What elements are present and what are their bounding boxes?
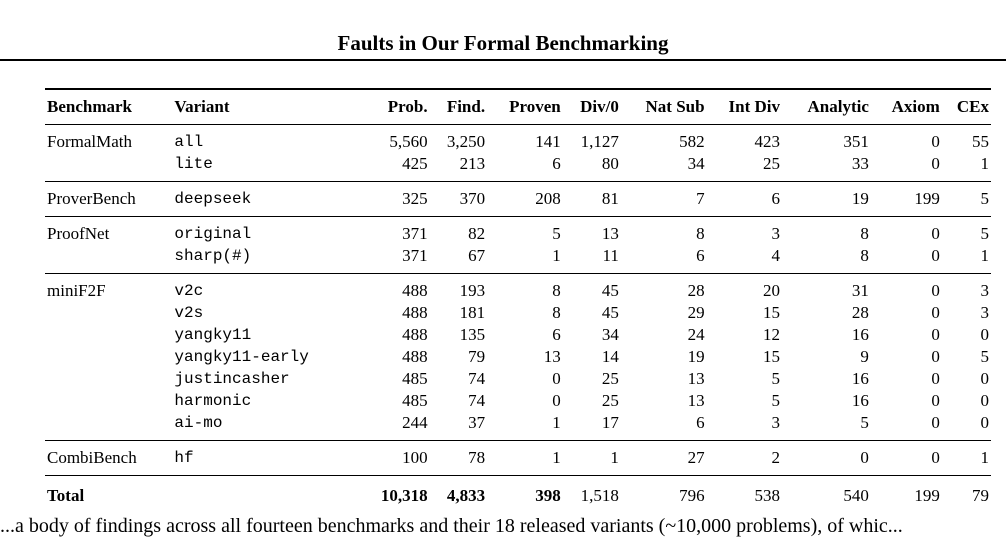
value-cell-analytic: 8 bbox=[860, 246, 869, 265]
variant-cell: all bbox=[174, 133, 204, 151]
value-cell-prob: 100 bbox=[402, 448, 428, 467]
variant-cell: v2c bbox=[174, 282, 204, 300]
value-cell-prob: 244 bbox=[402, 413, 428, 432]
variant-cell: harmonic bbox=[174, 392, 252, 410]
table-row bbox=[45, 346, 991, 368]
value-cell-prob: 485 bbox=[402, 369, 428, 388]
value-cell-natsub: 6 bbox=[696, 413, 705, 432]
value-cell-analytic: 16 bbox=[851, 325, 869, 344]
value-cell-prob: 488 bbox=[402, 325, 428, 344]
value-cell-natsub: 27 bbox=[687, 448, 705, 467]
value-cell-natsub: 13 bbox=[687, 391, 705, 410]
table-row bbox=[45, 245, 991, 274]
value-cell-intdiv: 4 bbox=[771, 246, 780, 265]
group-minif2f bbox=[45, 274, 991, 441]
value-cell-intdiv: 25 bbox=[763, 154, 780, 173]
value-cell-proven: 141 bbox=[535, 132, 561, 151]
value-cell-analytic: 351 bbox=[843, 132, 869, 151]
total-cell-prob: 10,318 bbox=[380, 486, 428, 505]
col-header-natsub: Nat Sub bbox=[645, 97, 705, 116]
value-cell-analytic: 9 bbox=[860, 347, 869, 366]
value-cell-cex: 0 bbox=[980, 369, 989, 388]
value-cell-cex: 1 bbox=[980, 246, 989, 265]
table-row bbox=[45, 412, 991, 441]
value-cell-prob: 5,560 bbox=[389, 132, 428, 151]
value-cell-prob: 488 bbox=[402, 347, 428, 366]
benchmark-table bbox=[45, 88, 991, 516]
table-row bbox=[45, 390, 991, 412]
group-proverbench bbox=[45, 182, 991, 217]
table-row bbox=[45, 441, 991, 476]
value-cell-axiom: 0 bbox=[931, 281, 940, 300]
value-cell-div0: 11 bbox=[602, 246, 619, 265]
group-proofnet bbox=[45, 217, 991, 274]
value-cell-intdiv: 12 bbox=[763, 325, 780, 344]
value-cell-prob: 325 bbox=[402, 189, 428, 208]
value-cell-axiom: 0 bbox=[931, 448, 940, 467]
value-cell-proven: 1 bbox=[552, 413, 561, 432]
value-cell-find: 82 bbox=[468, 224, 486, 243]
value-cell-cex: 5 bbox=[980, 189, 989, 208]
value-cell-analytic: 5 bbox=[860, 413, 869, 432]
value-cell-cex: 1 bbox=[980, 154, 989, 173]
value-cell-natsub: 34 bbox=[687, 154, 705, 173]
table-header bbox=[45, 89, 991, 125]
value-cell-natsub: 582 bbox=[679, 132, 705, 151]
value-cell-div0: 25 bbox=[601, 391, 619, 410]
variant-cell: original bbox=[174, 225, 252, 243]
total-cell-analytic: 540 bbox=[843, 486, 869, 505]
value-cell-intdiv: 6 bbox=[771, 189, 780, 208]
value-cell-proven: 6 bbox=[552, 154, 561, 173]
value-cell-div0: 1 bbox=[610, 448, 619, 467]
benchmark-cell: FormalMath bbox=[47, 132, 132, 151]
value-cell-intdiv: 5 bbox=[771, 391, 780, 410]
col-header-proven: Proven bbox=[509, 97, 561, 116]
col-header-intdiv: Int Div bbox=[728, 97, 780, 116]
value-cell-axiom: 0 bbox=[931, 154, 940, 173]
col-header-cex: CEx bbox=[956, 97, 989, 116]
col-header-prob: Prob. bbox=[387, 97, 428, 116]
variant-cell: yangky11 bbox=[174, 326, 252, 344]
benchmark-cell: miniF2F bbox=[47, 281, 106, 300]
benchmark-cell bbox=[45, 390, 172, 412]
value-cell-prob: 425 bbox=[402, 154, 428, 173]
benchmark-cell: CombiBench bbox=[47, 448, 137, 467]
value-cell-div0: 80 bbox=[601, 154, 619, 173]
value-cell-find: 74 bbox=[468, 391, 486, 410]
value-cell-div0: 14 bbox=[601, 347, 619, 366]
value-cell-cex: 1 bbox=[980, 448, 989, 467]
value-cell-analytic: 28 bbox=[851, 303, 869, 322]
value-cell-cex: 3 bbox=[980, 303, 989, 322]
value-cell-div0: 45 bbox=[601, 281, 619, 300]
benchmark-cell bbox=[45, 368, 172, 390]
value-cell-div0: 34 bbox=[601, 325, 619, 344]
value-cell-axiom: 0 bbox=[931, 391, 940, 410]
value-cell-find: 79 bbox=[468, 347, 486, 366]
value-cell-find: 370 bbox=[459, 189, 486, 208]
group-formalmath bbox=[45, 125, 991, 182]
table-row bbox=[45, 125, 991, 154]
variant-cell: lite bbox=[174, 155, 213, 173]
value-cell-analytic: 33 bbox=[851, 154, 869, 173]
value-cell-div0: 45 bbox=[601, 303, 619, 322]
variant-cell: justincasher bbox=[174, 370, 290, 388]
value-cell-div0: 17 bbox=[601, 413, 619, 432]
value-cell-intdiv: 20 bbox=[763, 281, 780, 300]
value-cell-prob: 488 bbox=[402, 303, 428, 322]
value-cell-intdiv: 3 bbox=[771, 224, 780, 243]
value-cell-div0: 81 bbox=[601, 189, 619, 208]
value-cell-proven: 13 bbox=[543, 347, 561, 366]
table-row bbox=[45, 217, 991, 246]
value-cell-intdiv: 15 bbox=[763, 347, 780, 366]
value-cell-cex: 5 bbox=[980, 347, 989, 366]
value-cell-analytic: 16 bbox=[851, 391, 869, 410]
value-cell-analytic: 31 bbox=[851, 281, 869, 300]
value-cell-intdiv: 423 bbox=[754, 132, 780, 151]
value-cell-axiom: 0 bbox=[931, 224, 940, 243]
value-cell-cex: 55 bbox=[972, 132, 989, 151]
col-header-analytic: Analytic bbox=[807, 97, 869, 116]
value-cell-natsub: 8 bbox=[696, 224, 705, 243]
body-text-fragment: ...a body of findings across all fourteen benchmarks and their 18 released variants (~10,000 problems), of whic... bbox=[0, 515, 903, 537]
value-cell-natsub: 19 bbox=[687, 347, 705, 366]
value-cell-find: 74 bbox=[468, 369, 486, 388]
table-row bbox=[45, 368, 991, 390]
value-cell-proven: 8 bbox=[552, 303, 561, 322]
value-cell-proven: 1 bbox=[552, 246, 561, 265]
variant-cell: deepseek bbox=[174, 190, 252, 208]
variant-cell: sharp(#) bbox=[174, 247, 252, 265]
variant-cell: hf bbox=[174, 449, 194, 467]
benchmark-cell bbox=[45, 412, 172, 441]
variant-cell: yangky11-early bbox=[174, 348, 309, 366]
value-cell-div0: 1,127 bbox=[580, 132, 619, 151]
col-header-variant: Variant bbox=[174, 97, 230, 116]
value-cell-axiom: 0 bbox=[931, 369, 940, 388]
value-cell-natsub: 13 bbox=[687, 369, 705, 388]
value-cell-analytic: 8 bbox=[860, 224, 869, 243]
value-cell-natsub: 24 bbox=[687, 325, 705, 344]
value-cell-prob: 485 bbox=[402, 391, 428, 410]
value-cell-intdiv: 3 bbox=[771, 413, 780, 432]
total-variant-empty bbox=[172, 476, 360, 517]
value-cell-intdiv: 15 bbox=[763, 303, 780, 322]
value-cell-natsub: 29 bbox=[687, 303, 705, 322]
value-cell-analytic: 0 bbox=[860, 448, 869, 467]
total-cell-axiom: 199 bbox=[914, 486, 940, 505]
total-label: Total bbox=[47, 486, 85, 505]
value-cell-analytic: 16 bbox=[851, 369, 869, 388]
group-combibench bbox=[45, 441, 991, 476]
value-cell-div0: 25 bbox=[601, 369, 619, 388]
value-cell-proven: 8 bbox=[552, 281, 561, 300]
value-cell-cex: 0 bbox=[980, 413, 989, 432]
value-cell-prob: 488 bbox=[402, 281, 428, 300]
benchmark-cell bbox=[45, 302, 172, 324]
total-cell-proven: 398 bbox=[535, 486, 561, 505]
value-cell-find: 78 bbox=[468, 448, 486, 467]
col-header-div0: Div/0 bbox=[580, 97, 619, 116]
value-cell-proven: 0 bbox=[552, 391, 561, 410]
col-header-axiom: Axiom bbox=[891, 97, 940, 116]
value-cell-find: 37 bbox=[468, 413, 486, 432]
total-section bbox=[45, 476, 991, 517]
value-cell-proven: 5 bbox=[552, 224, 561, 243]
value-cell-axiom: 0 bbox=[931, 132, 940, 151]
total-cell-intdiv: 538 bbox=[754, 486, 780, 505]
col-header-find: Find. bbox=[446, 97, 486, 116]
value-cell-find: 181 bbox=[459, 303, 486, 322]
value-cell-cex: 0 bbox=[980, 391, 989, 410]
variant-cell: v2s bbox=[174, 304, 204, 322]
value-cell-find: 135 bbox=[459, 325, 486, 344]
variant-cell: ai-mo bbox=[174, 414, 223, 432]
benchmark-cell bbox=[45, 245, 172, 274]
benchmark-cell bbox=[45, 346, 172, 368]
value-cell-axiom: 0 bbox=[931, 303, 940, 322]
total-cell-cex: 79 bbox=[972, 486, 989, 505]
value-cell-axiom: 0 bbox=[931, 413, 940, 432]
value-cell-cex: 0 bbox=[980, 325, 989, 344]
value-cell-prob: 371 bbox=[402, 224, 428, 243]
header-row bbox=[45, 89, 991, 125]
value-cell-axiom: 0 bbox=[931, 347, 940, 366]
value-cell-prob: 371 bbox=[402, 246, 428, 265]
total-cell-find: 4,833 bbox=[446, 486, 486, 505]
total-cell-div0: 1,518 bbox=[580, 486, 619, 505]
benchmark-cell: ProofNet bbox=[47, 224, 110, 243]
benchmark-cell bbox=[45, 324, 172, 346]
value-cell-axiom: 199 bbox=[914, 189, 940, 208]
benchmark-cell: ProverBench bbox=[47, 189, 136, 208]
table-row bbox=[45, 324, 991, 346]
total-cell-natsub: 796 bbox=[679, 486, 705, 505]
value-cell-intdiv: 2 bbox=[771, 448, 780, 467]
value-cell-natsub: 6 bbox=[696, 246, 705, 265]
table-row bbox=[45, 182, 991, 217]
value-cell-analytic: 19 bbox=[851, 189, 869, 208]
value-cell-natsub: 28 bbox=[687, 281, 705, 300]
value-cell-find: 67 bbox=[468, 246, 486, 265]
value-cell-proven: 6 bbox=[552, 325, 561, 344]
value-cell-find: 193 bbox=[459, 281, 486, 300]
value-cell-axiom: 0 bbox=[931, 246, 940, 265]
value-cell-intdiv: 5 bbox=[771, 369, 780, 388]
total-row bbox=[45, 476, 991, 517]
table-row bbox=[45, 274, 991, 303]
value-cell-cex: 5 bbox=[980, 224, 989, 243]
value-cell-find: 3,250 bbox=[446, 132, 486, 151]
value-cell-div0: 13 bbox=[601, 224, 619, 243]
table-row bbox=[45, 302, 991, 324]
table-title: Faults in Our Formal Benchmarking bbox=[337, 31, 669, 55]
title-rule bbox=[0, 59, 1006, 61]
value-cell-natsub: 7 bbox=[696, 189, 705, 208]
value-cell-cex: 3 bbox=[980, 281, 989, 300]
value-cell-proven: 208 bbox=[535, 189, 561, 208]
value-cell-proven: 1 bbox=[552, 448, 561, 467]
value-cell-proven: 0 bbox=[552, 369, 561, 388]
benchmark-cell bbox=[45, 153, 172, 182]
value-cell-find: 213 bbox=[459, 154, 486, 173]
value-cell-axiom: 0 bbox=[931, 325, 940, 344]
col-header-benchmark: Benchmark bbox=[47, 97, 132, 116]
table-row bbox=[45, 153, 991, 182]
